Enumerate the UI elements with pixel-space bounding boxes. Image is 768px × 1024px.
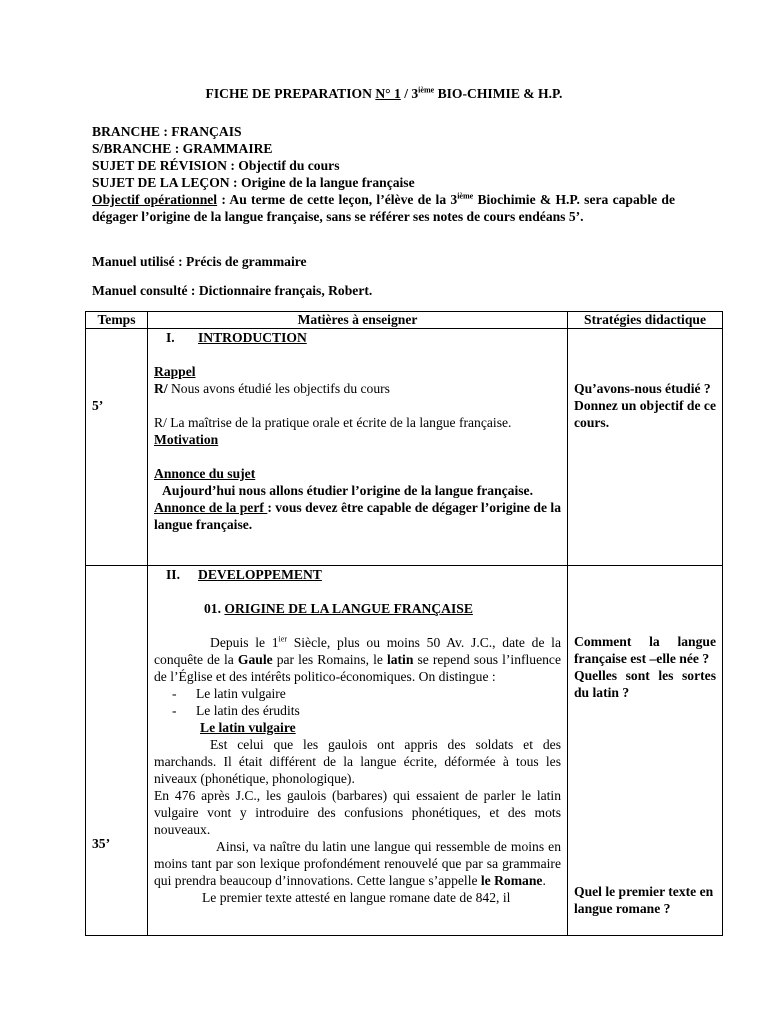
table-row [86, 566, 723, 936]
header-matieres: Matières à enseigner [148, 312, 568, 329]
strategie-cell [568, 329, 723, 566]
annonce-sujet-label: Annonce du sujet [154, 466, 256, 481]
matiere-cell [148, 566, 568, 936]
table-header-row [86, 312, 723, 329]
paragraph: Depuis le $1^{ier}$ Siècle, plus ou moins 50 Av. J.C., date de la conquête de la Gaule par les Romains, le latin se repend sous l’influence de l’Église et des intérêts politico-économiques. On distingue : [154, 634, 561, 684]
annonce-sujet-text: Aujourd’hui nous allons étudier l’origine de la langue française. [162, 483, 533, 498]
paragraph: Le premier texte attesté en langue romane date de 842, il [202, 890, 511, 905]
strategie-question: Comment la langue française est –elle née ? [574, 634, 716, 666]
rappel-label: Rappel [154, 364, 196, 379]
sujet-revision-line: SUJET DE RÉVISION : Objectif du cours [92, 158, 340, 173]
paragraph: Ainsi, va naître du latin une langue qui ressemble de moins en moins tant par son lexique profondément renouvelé que par sa grammaire qui prendra beaucoup d’innovations. Cette langue s’appelle le Romane. [154, 839, 561, 888]
temps-cell [86, 566, 148, 936]
sous-branche-line: S/BRANCHE : GRAMMAIRE [92, 141, 273, 156]
rappel-answer: R/ La maîtrise de la pratique orale et écrite de la langue française. [154, 415, 512, 430]
lesson-header [92, 123, 675, 225]
annonce-perf: Annonce de la perf : vous devez être capable de dégager l’origine de la langue française. [154, 500, 561, 532]
list-item: - Le latin des érudits [172, 703, 300, 718]
strategie-question: Quel le premier texte en langue romane ? [574, 884, 714, 916]
list-item: - Le latin vulgaire [172, 686, 286, 701]
paragraph: Est celui que les gaulois ont appris des soldats et des marchands. Il était différent de la langue écrite, déformée à tous les niveaux (phonétique, phonologique). [154, 737, 561, 786]
fiche-number: N° 1 [375, 86, 401, 101]
section-heading: I. INTRODUCTION [166, 330, 307, 345]
subsection-heading: 01. ORIGINE DE LA LANGUE FRANÇAISE [204, 601, 473, 616]
table-row [86, 329, 723, 566]
latin-vulgaire-title: Le latin vulgaire [200, 720, 296, 735]
strategie-question: Donnez un objectif de ce cours. [574, 398, 716, 430]
rappel-question: R/ Nous avons étudié les objectifs du cours [154, 381, 390, 396]
strategie-cell [568, 566, 723, 936]
header-temps: Temps [86, 312, 148, 329]
paragraph: En 476 après J.C., les gaulois (barbares) qui essaient de parler le latin vulgaire vont y introduire des confusions phonétiques, et des mots nouveaux. [154, 788, 561, 837]
header-strategies: Stratégies didactique [568, 312, 723, 329]
motivation-label: Motivation [154, 432, 219, 447]
sujet-lecon-line: SUJET DE LA LEÇON : Origine de la langue française [92, 175, 415, 190]
temps-value: 5’ [92, 398, 104, 413]
temps-cell [86, 329, 148, 566]
matiere-cell [148, 329, 568, 566]
strategie-question: Quelles sont les sortes du latin ? [574, 668, 716, 700]
manuel-utilise: Manuel utilisé : Précis de grammaire [92, 254, 307, 269]
manuel-consulte: Manuel consulté : Dictionnaire français, Robert. [92, 283, 373, 298]
document-title: FICHE DE PREPARATION N° 1 / 3ième BIO-CHIMIE & H.P. [205, 85, 563, 101]
lesson-table [85, 311, 723, 936]
section-heading: II. DEVELOPPEMENT [166, 567, 322, 582]
strategie-question: Qu’avons-nous étudié ? [574, 381, 711, 396]
objectif-operationnel: Objectif opérationnel : Au terme de cette leçon, l’élève de la 3ième Biochimie & H.P. sera capable de dégager l’origine de la langue française, sans se référer ses notes de cours endéans 5’. [92, 191, 676, 224]
temps-value: 35’ [92, 836, 111, 851]
branche-line: BRANCHE : FRANÇAIS [92, 124, 242, 139]
